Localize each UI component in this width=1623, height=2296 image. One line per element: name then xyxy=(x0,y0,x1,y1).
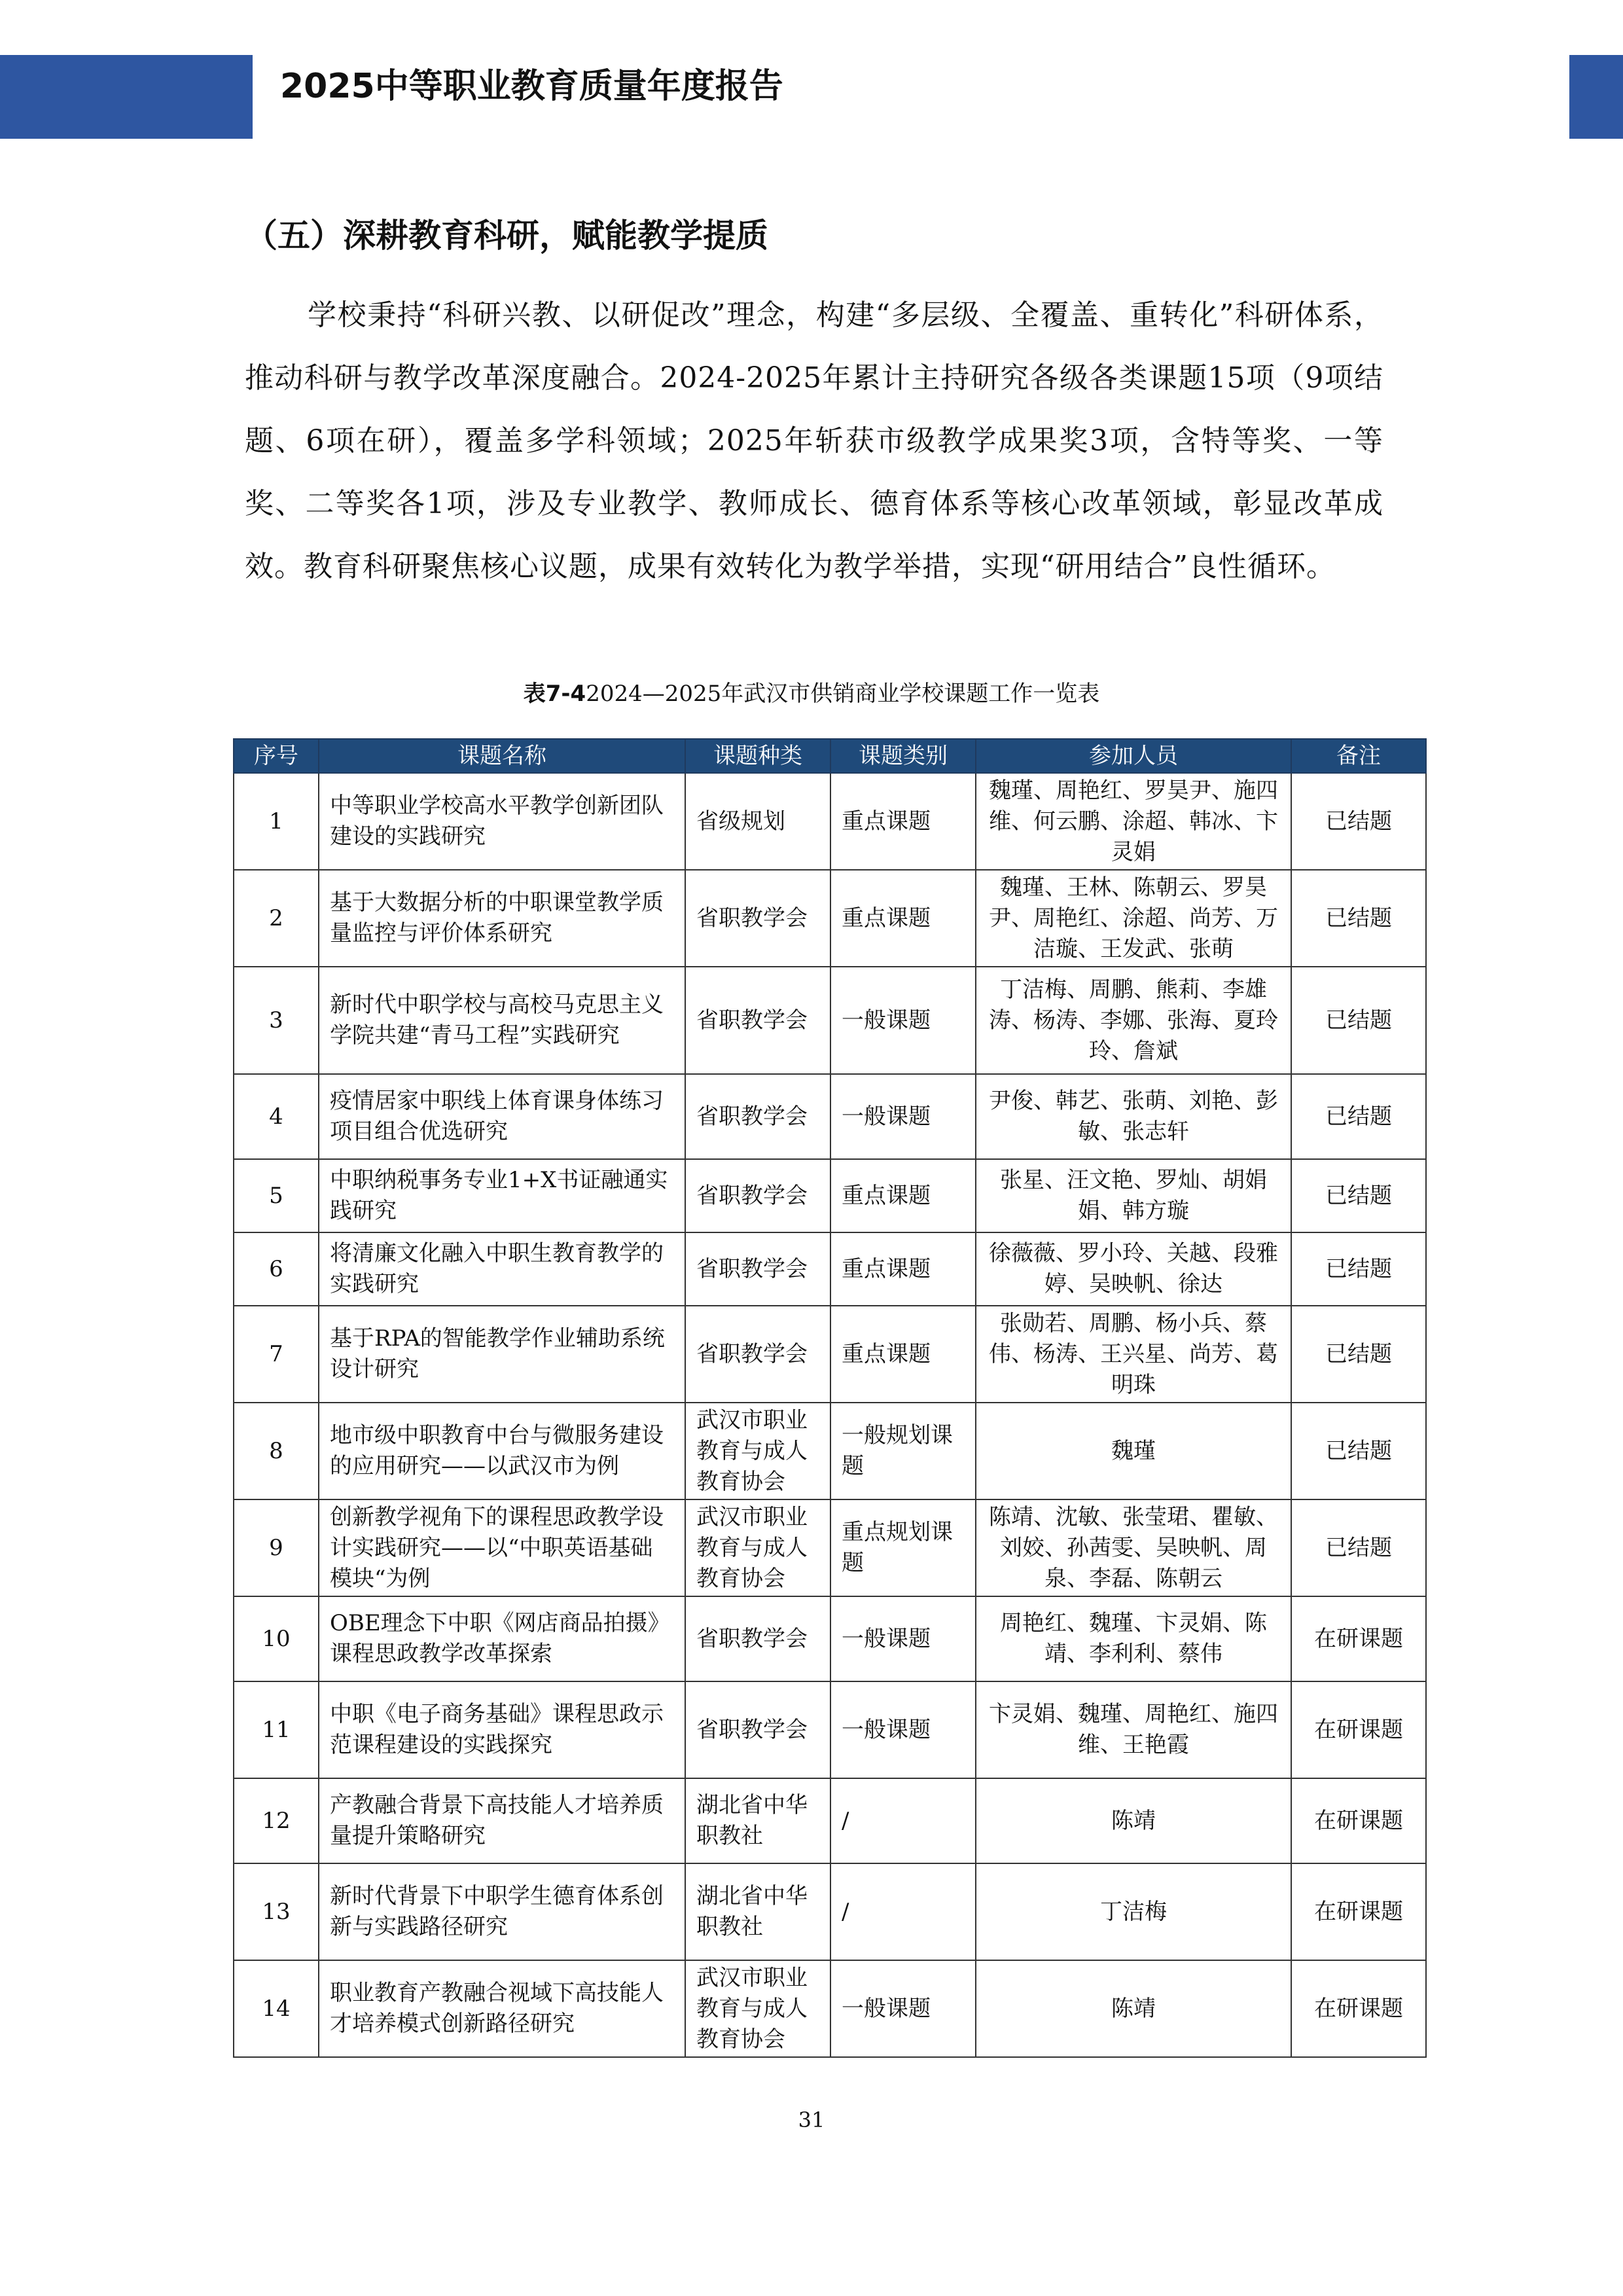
report-title: 2025中等职业教育质量年度报告 xyxy=(280,67,783,106)
cell-topic-name: 创新教学视角下的课程思政教学设计实践研究——以“中职英语基础模块“为例 xyxy=(319,1499,685,1596)
cell-topic-category: 一般规划课题 xyxy=(830,1403,976,1499)
cell-no: 2 xyxy=(234,870,319,967)
cell-note: 已结题 xyxy=(1291,1074,1426,1159)
cell-no: 7 xyxy=(234,1306,319,1403)
cell-note: 在研课题 xyxy=(1291,1681,1426,1778)
cell-topic-name: 中职纳税事务专业1+X书证融通实践研究 xyxy=(319,1159,685,1232)
cell-topic-category: / xyxy=(830,1778,976,1863)
cell-topic-kind: 湖北省中华职教社 xyxy=(685,1863,830,1960)
cell-topic-category: 重点课题 xyxy=(830,1306,976,1403)
cell-topic-kind: 省职教学会 xyxy=(685,967,830,1074)
cell-topic-name: 新时代中职学校与高校马克思主义学院共建“青马工程”实践研究 xyxy=(319,967,685,1074)
cell-note: 已结题 xyxy=(1291,1159,1426,1232)
column-header-category: 课题类别 xyxy=(830,739,976,773)
table-row xyxy=(234,1778,1426,1863)
cell-topic-name: 产教融合背景下高技能人才培养质量提升策略研究 xyxy=(319,1778,685,1863)
cell-note: 已结题 xyxy=(1291,1232,1426,1306)
cell-no: 1 xyxy=(234,773,319,870)
page-number: 31 xyxy=(798,2108,825,2132)
cell-topic-category: 一般课题 xyxy=(830,967,976,1074)
cell-no: 5 xyxy=(234,1159,319,1232)
cell-topic-kind: 省职教学会 xyxy=(685,1681,830,1778)
cell-no: 13 xyxy=(234,1863,319,1960)
cell-no: 9 xyxy=(234,1499,319,1596)
cell-members: 陈靖 xyxy=(976,1778,1291,1863)
table-row xyxy=(234,1960,1426,2057)
cell-note: 在研课题 xyxy=(1291,1960,1426,2057)
table-caption-text: 2024—2025年武汉市供销商业学校课题工作一览表 xyxy=(586,681,1100,707)
table-row xyxy=(234,1074,1426,1159)
cell-members: 魏瑾 xyxy=(976,1403,1291,1499)
cell-members: 周艳红、魏瑾、卞灵娟、陈靖、李利利、蔡伟 xyxy=(976,1596,1291,1681)
cell-topic-kind: 省职教学会 xyxy=(685,1232,830,1306)
table-header-row xyxy=(234,739,1426,773)
cell-note: 已结题 xyxy=(1291,967,1426,1074)
cell-members: 徐薇薇、罗小玲、关越、段雅婷、吴映帆、徐达 xyxy=(976,1232,1291,1306)
cell-members: 卞灵娟、魏瑾、周艳红、施四维、王艳霞 xyxy=(976,1681,1291,1778)
cell-note: 已结题 xyxy=(1291,1306,1426,1403)
cell-topic-kind: 武汉市职业教育与成人教育协会 xyxy=(685,1403,830,1499)
cell-note: 在研课题 xyxy=(1291,1596,1426,1681)
cell-topic-kind: 省职教学会 xyxy=(685,1074,830,1159)
cell-topic-category: 一般课题 xyxy=(830,1596,976,1681)
table-row xyxy=(234,1596,1426,1681)
research-topics-table xyxy=(233,738,1427,2058)
table-body xyxy=(234,773,1426,2057)
cell-topic-name: 地市级中职教育中台与微服务建设的应用研究——以武汉市为例 xyxy=(319,1403,685,1499)
cell-topic-kind: 省职教学会 xyxy=(685,1159,830,1232)
cell-topic-name: 基于RPA的智能教学作业辅助系统设计研究 xyxy=(319,1306,685,1403)
cell-topic-name: 新时代背景下中职学生德育体系创新与实践路径研究 xyxy=(319,1863,685,1960)
table-row xyxy=(234,1499,1426,1596)
cell-members: 陈靖 xyxy=(976,1960,1291,2057)
cell-topic-category: 一般课题 xyxy=(830,1074,976,1159)
cell-topic-kind: 武汉市职业教育与成人教育协会 xyxy=(685,1499,830,1596)
cell-members: 魏瑾、王林、陈朝云、罗昊尹、周艳红、涂超、尚芳、万洁璇、王发武、张萌 xyxy=(976,870,1291,967)
table-caption-label: 表7-4 xyxy=(523,681,586,707)
cell-topic-category: 重点课题 xyxy=(830,870,976,967)
cell-members: 张星、汪文艳、罗灿、胡娟娟、韩方璇 xyxy=(976,1159,1291,1232)
cell-topic-category: 重点课题 xyxy=(830,773,976,870)
cell-members: 陈靖、沈敏、张莹珺、瞿敏、刘姣、孙茜雯、吴映帆、周泉、李磊、陈朝云 xyxy=(976,1499,1291,1596)
cell-members: 丁洁梅 xyxy=(976,1863,1291,1960)
cell-topic-category: 一般课题 xyxy=(830,1960,976,2057)
column-header-note: 备注 xyxy=(1291,739,1426,773)
cell-topic-kind: 省职教学会 xyxy=(685,1306,830,1403)
table-row xyxy=(234,967,1426,1074)
cell-note: 在研课题 xyxy=(1291,1863,1426,1960)
cell-topic-name: OBE理念下中职《网店商品拍摄》课程思政教学改革探索 xyxy=(319,1596,685,1681)
cell-topic-name: 疫情居家中职线上体育课身体练习项目组合优选研究 xyxy=(319,1074,685,1159)
cell-no: 6 xyxy=(234,1232,319,1306)
table-row xyxy=(234,1306,1426,1403)
section-heading: （五）深耕教育科研，赋能教学提质 xyxy=(245,217,768,255)
header-accent-bar xyxy=(0,55,253,139)
header-right-block xyxy=(1569,55,1623,139)
cell-note: 在研课题 xyxy=(1291,1778,1426,1863)
cell-topic-category: 重点课题 xyxy=(830,1159,976,1232)
table-caption xyxy=(0,674,1623,713)
cell-members: 尹俊、韩艺、张萌、刘艳、彭敏、张志轩 xyxy=(976,1074,1291,1159)
cell-members: 张勋若、周鹏、杨小兵、蔡伟、杨涛、王兴星、尚芳、葛明珠 xyxy=(976,1306,1291,1403)
cell-no: 8 xyxy=(234,1403,319,1499)
cell-topic-kind: 省职教学会 xyxy=(685,1596,830,1681)
table-row xyxy=(234,1232,1426,1306)
cell-no: 12 xyxy=(234,1778,319,1863)
cell-no: 10 xyxy=(234,1596,319,1681)
table-row xyxy=(234,870,1426,967)
cell-note: 已结题 xyxy=(1291,870,1426,967)
cell-no: 4 xyxy=(234,1074,319,1159)
cell-topic-kind: 省级规划 xyxy=(685,773,830,870)
cell-no: 3 xyxy=(234,967,319,1074)
cell-note: 已结题 xyxy=(1291,773,1426,870)
cell-members: 丁洁梅、周鹏、熊莉、李雄涛、杨涛、李娜、张海、夏玲玲、詹斌 xyxy=(976,967,1291,1074)
body-paragraph: 学校秉持“科研兴教、以研促改”理念，构建“多层级、全覆盖、重转化”科研体系，推动科研与教学改革深度融合。2024-2025年累计主持研究各级各类课题15项（9项结题、6项在研），覆盖多学科领域；2025年斩获市级教学成果奖3项，含特等奖、一等奖、二等奖各1项，涉及专业教学、教师成长、德育体系等核心改革领域，彰显改革成效。教育科研聚焦核心议题，成果有效转化为教学举措，实现“研用结合”良性循环。 xyxy=(245,298,1383,583)
column-header-kind: 课题种类 xyxy=(685,739,830,773)
cell-topic-kind: 省职教学会 xyxy=(685,870,830,967)
cell-topic-category: 重点规划课题 xyxy=(830,1499,976,1596)
column-header-name: 课题名称 xyxy=(319,739,685,773)
cell-topic-kind: 湖北省中华职教社 xyxy=(685,1778,830,1863)
table-row xyxy=(234,1681,1426,1778)
cell-note: 已结题 xyxy=(1291,1499,1426,1596)
cell-topic-name: 中职《电子商务基础》课程思政示范课程建设的实践探究 xyxy=(319,1681,685,1778)
table-row xyxy=(234,1159,1426,1232)
cell-topic-name: 基于大数据分析的中职课堂教学质量监控与评价体系研究 xyxy=(319,870,685,967)
cell-topic-kind: 武汉市职业教育与成人教育协会 xyxy=(685,1960,830,2057)
table-row xyxy=(234,1403,1426,1499)
column-header-no: 序号 xyxy=(234,739,319,773)
table-row xyxy=(234,1863,1426,1960)
cell-no: 14 xyxy=(234,1960,319,2057)
cell-topic-category: 重点课题 xyxy=(830,1232,976,1306)
cell-members: 魏瑾、周艳红、罗昊尹、施四维、何云鹏、涂超、韩冰、卞灵娟 xyxy=(976,773,1291,870)
cell-note: 已结题 xyxy=(1291,1403,1426,1499)
cell-topic-name: 职业教育产教融合视域下高技能人才培养模式创新路径研究 xyxy=(319,1960,685,2057)
cell-topic-category: / xyxy=(830,1863,976,1960)
table-row xyxy=(234,773,1426,870)
cell-topic-name: 将清廉文化融入中职生教育教学的实践研究 xyxy=(319,1232,685,1306)
cell-topic-name: 中等职业学校高水平教学创新团队建设的实践研究 xyxy=(319,773,685,870)
cell-topic-category: 一般课题 xyxy=(830,1681,976,1778)
cell-no: 11 xyxy=(234,1681,319,1778)
column-header-members: 参加人员 xyxy=(976,739,1291,773)
